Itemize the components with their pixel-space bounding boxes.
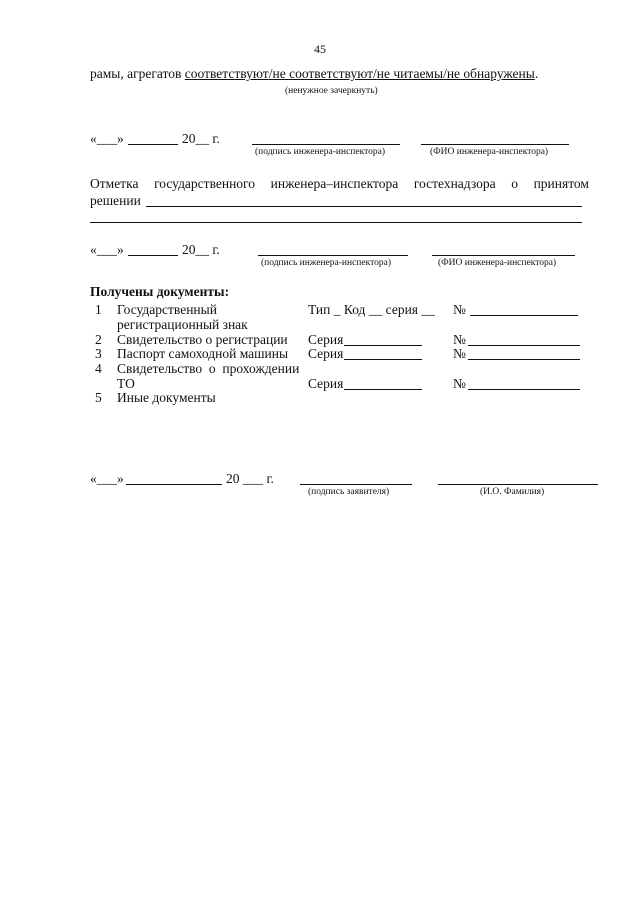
document-number: 1 — [95, 302, 102, 317]
document-series-line — [344, 389, 422, 390]
document-name: Иные документы — [117, 390, 216, 405]
name-caption-2: (ФИО инженера-инспектора) — [438, 258, 557, 268]
mark-word: о — [511, 176, 518, 191]
name-line-2 — [432, 255, 575, 256]
applicant-signature-line — [300, 484, 412, 485]
status-prefix: рамы, агрегатов — [90, 66, 185, 81]
decision-mark-text — [90, 176, 589, 192]
date-year-1: 20__ г. — [182, 131, 220, 146]
document-no-line — [468, 389, 580, 390]
name-caption-1: (ФИО инженера-инспектора) — [430, 147, 549, 157]
date-month-line-3 — [126, 484, 222, 485]
page-number: 45 — [314, 42, 326, 56]
document-series-line — [344, 345, 422, 346]
status-end: . — [534, 66, 539, 81]
status-option-match: соответствуют — [184, 66, 269, 81]
date-day-2: «___» — [90, 242, 124, 257]
document-number: 2 — [95, 332, 102, 347]
status-separator: / — [268, 66, 273, 81]
document-field-label: Серия — [308, 376, 344, 391]
decision-label: решении — [90, 193, 141, 208]
document-series-line — [344, 359, 422, 360]
mark-word: инженера–инспектора — [270, 176, 399, 191]
document-no-line — [468, 359, 580, 360]
document-no-line — [468, 345, 580, 346]
status-option-not-found: не обнаружены — [446, 66, 535, 81]
status-option-unreadable: не читаемы — [376, 66, 444, 81]
mark-word: принятом — [533, 176, 589, 191]
signature-caption-1: (подпись инженера-инспектора) — [255, 147, 385, 157]
date-year-2: 20__ г. — [182, 242, 220, 257]
document-name: Паспорт самоходной машины — [117, 346, 289, 361]
decision-line-1 — [146, 206, 582, 207]
document-name: Свидетельство о прохождении — [117, 361, 300, 376]
document-name-cont: ТО — [117, 376, 135, 391]
document-name: Свидетельство о регистрации — [117, 332, 288, 347]
signature-line-2 — [258, 255, 408, 256]
document-name-cont: регистрационный знак — [117, 317, 248, 332]
document-number: 4 — [95, 361, 102, 376]
document-field-label: Серия — [308, 346, 344, 361]
document-no-label: № — [453, 376, 466, 391]
applicant-name-caption: (И.О. Фамилия) — [480, 487, 545, 497]
decision-line-2 — [90, 222, 582, 223]
documents-heading: Получены документы: — [90, 284, 230, 299]
document-no-line — [470, 315, 578, 316]
signature-caption-2: (подпись инженера-инспектора) — [261, 258, 391, 268]
status-separator: / — [443, 66, 447, 81]
strike-note: (ненужное зачеркнуть) — [285, 86, 378, 96]
document-number: 3 — [95, 346, 102, 361]
date-month-line-1 — [128, 144, 178, 145]
date-day-1: «___» — [90, 131, 124, 146]
document-no-label: № — [453, 332, 466, 347]
date-month-line-2 — [128, 255, 178, 256]
status-separator: / — [373, 66, 377, 81]
signature-line-1 — [252, 144, 400, 145]
mark-word: государственного — [154, 176, 256, 191]
date-day-3: «___» — [90, 471, 124, 486]
mark-word: гостехнадзора — [413, 176, 496, 191]
date-year-3: 20 ___ г. — [226, 471, 274, 486]
document-field-label: Серия — [308, 332, 344, 347]
document-no-label: № — [453, 346, 466, 361]
status-option-mismatch: не соответствуют — [272, 66, 374, 81]
document-name: Государственный — [117, 302, 217, 317]
document-field-label: Тип _ Код __ серия __ — [308, 302, 435, 317]
mark-word: Отметка — [90, 176, 139, 191]
agregate-status-line — [90, 66, 538, 82]
applicant-name-line — [438, 484, 598, 485]
name-line-1 — [421, 144, 569, 145]
document-number: 5 — [95, 390, 102, 405]
document-no-label: № — [453, 302, 466, 317]
applicant-signature-caption: (подпись заявителя) — [308, 487, 390, 497]
